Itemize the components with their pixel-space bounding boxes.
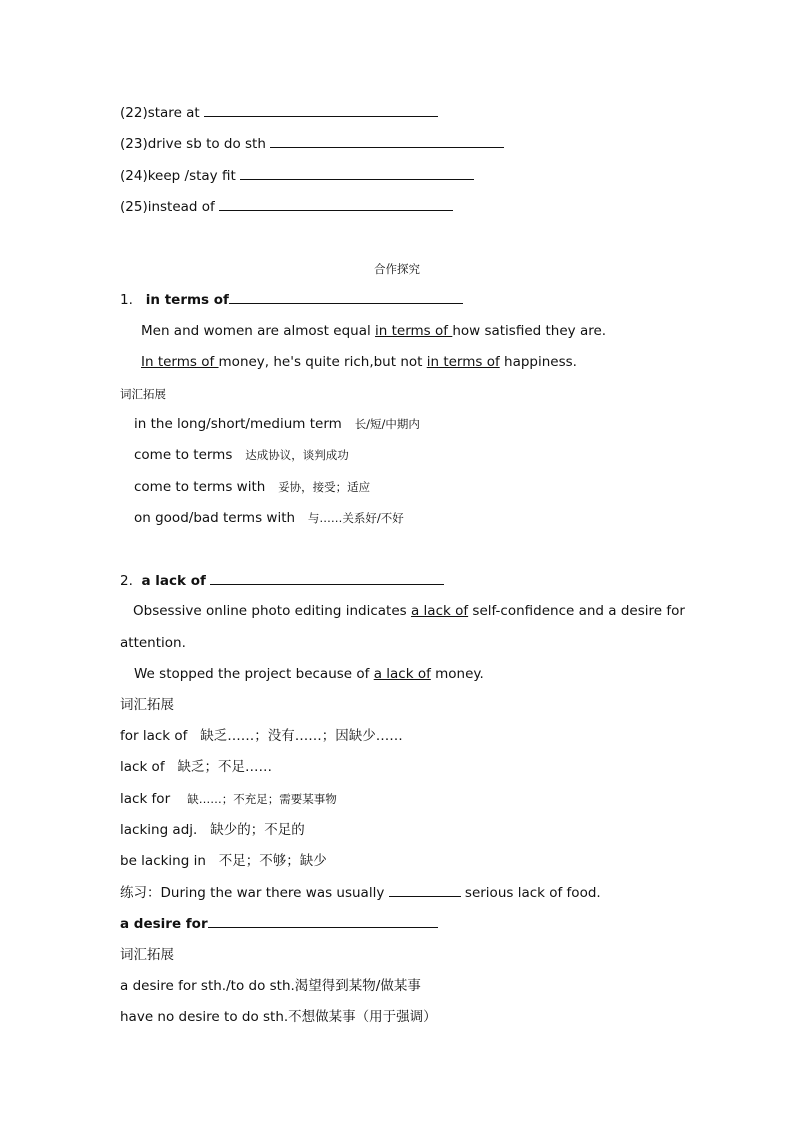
answer-blank[interactable] — [204, 103, 438, 117]
vocab-entry — [120, 758, 272, 776]
vocab-entry — [120, 821, 305, 839]
exercise-blank[interactable] — [389, 883, 461, 897]
phrase-line-22 — [120, 103, 438, 122]
vocab-entry — [134, 509, 404, 527]
vocab-zh: 缺……；不充足；需要某事物 — [187, 792, 337, 806]
vocab-en: be lacking in — [120, 853, 206, 869]
vocab-zh: 缺乏……；没有……；因缺少…… — [200, 728, 403, 744]
vocab-entry — [120, 852, 327, 870]
item-number: 2. — [120, 573, 133, 589]
phrase-text: (23)drive sb to do sth — [120, 136, 266, 152]
vocab-zh: 不足；不够；缺少 — [218, 853, 327, 869]
item-number: 1. — [120, 292, 133, 308]
phrase-text: (25)instead of — [120, 199, 215, 215]
item2-example-1 — [133, 602, 685, 620]
vocab-entry: have no desire to do sth.不想做某事（用于强调） — [120, 1009, 437, 1025]
item-phrase: a lack of — [141, 573, 206, 589]
phrase-line-23 — [120, 134, 504, 153]
vocab-entry: a desire for sth./to do sth.渴望得到某物/做某事 — [120, 978, 421, 994]
answer-blank[interactable] — [210, 571, 444, 585]
exercise-text: 练习：During the war there was usually — [120, 885, 389, 901]
item2-example-2 — [134, 665, 484, 683]
vocab-heading: 词汇拓展 — [120, 697, 174, 713]
section-title: 合作探究 — [374, 262, 420, 276]
example-text: money. — [430, 666, 484, 682]
exercise-line — [120, 883, 601, 902]
vocab-zh: 达成协议，谈判成功 — [245, 448, 349, 462]
phrase-line-24 — [120, 166, 474, 185]
vocab-heading: 词汇拓展 — [120, 947, 174, 963]
vocab-zh: 妥协，接受；适应 — [278, 480, 371, 494]
item-phrase: a desire for — [120, 916, 208, 932]
underlined-phrase: a lack of — [373, 666, 431, 682]
vocab-zh: 缺少的；不足的 — [210, 822, 305, 838]
underlined-phrase: In terms of — [141, 354, 219, 370]
item2-example-1-cont: attention. — [120, 635, 186, 651]
vocab-zh: 长/短/中期内 — [354, 417, 420, 431]
example-text: Obsessive online photo editing indicates — [133, 603, 411, 619]
underlined-phrase: a lack of — [410, 603, 469, 619]
vocab-en: come to terms — [134, 447, 233, 463]
vocab-en: come to terms with — [134, 479, 266, 495]
vocab-entry — [134, 415, 420, 433]
vocab-entry — [120, 727, 403, 745]
answer-blank[interactable] — [208, 914, 438, 928]
underlined-phrase: in terms of — [426, 354, 500, 370]
answer-blank[interactable] — [270, 134, 504, 148]
desire-heading — [120, 914, 438, 933]
vocab-heading: 词汇拓展 — [120, 387, 166, 401]
phrase-text: (24)keep /stay fit — [120, 168, 236, 184]
example-text: We stopped the project because of — [134, 666, 374, 682]
vocab-zh: 缺乏；不足…… — [177, 759, 272, 775]
underlined-phrase: in terms of — [375, 323, 453, 339]
answer-blank[interactable] — [229, 290, 463, 304]
example-text: Men and women are almost equal — [141, 323, 376, 339]
answer-blank[interactable] — [219, 197, 453, 211]
item-phrase: in terms of — [145, 292, 229, 308]
vocab-en: lack of — [120, 759, 165, 775]
phrase-line-25 — [120, 197, 453, 216]
exercise-text: serious lack of food. — [460, 885, 601, 901]
example-text: self-confidence and a desire for — [468, 603, 685, 619]
vocab-en: for lack of — [120, 728, 188, 744]
vocab-en: lack for — [120, 791, 171, 807]
example-text: money, he's quite rich,but not — [218, 354, 427, 370]
item1-heading — [120, 290, 463, 309]
vocab-en: on good/bad terms with — [134, 510, 296, 526]
vocab-en: in the long/short/medium term — [134, 416, 342, 432]
example-text: happiness. — [499, 354, 577, 370]
phrase-text: (22)stare at — [120, 105, 200, 121]
item1-example-1 — [141, 322, 606, 340]
vocab-entry — [120, 790, 337, 808]
item1-example-2 — [141, 353, 577, 371]
vocab-zh: 与……关系好/不好 — [307, 511, 404, 525]
vocab-entry — [134, 478, 370, 496]
vocab-entry — [134, 446, 349, 464]
vocab-en: lacking adj. — [120, 822, 198, 838]
item2-heading — [120, 571, 444, 590]
example-text: how satisfied they are. — [452, 323, 607, 339]
answer-blank[interactable] — [240, 166, 474, 180]
